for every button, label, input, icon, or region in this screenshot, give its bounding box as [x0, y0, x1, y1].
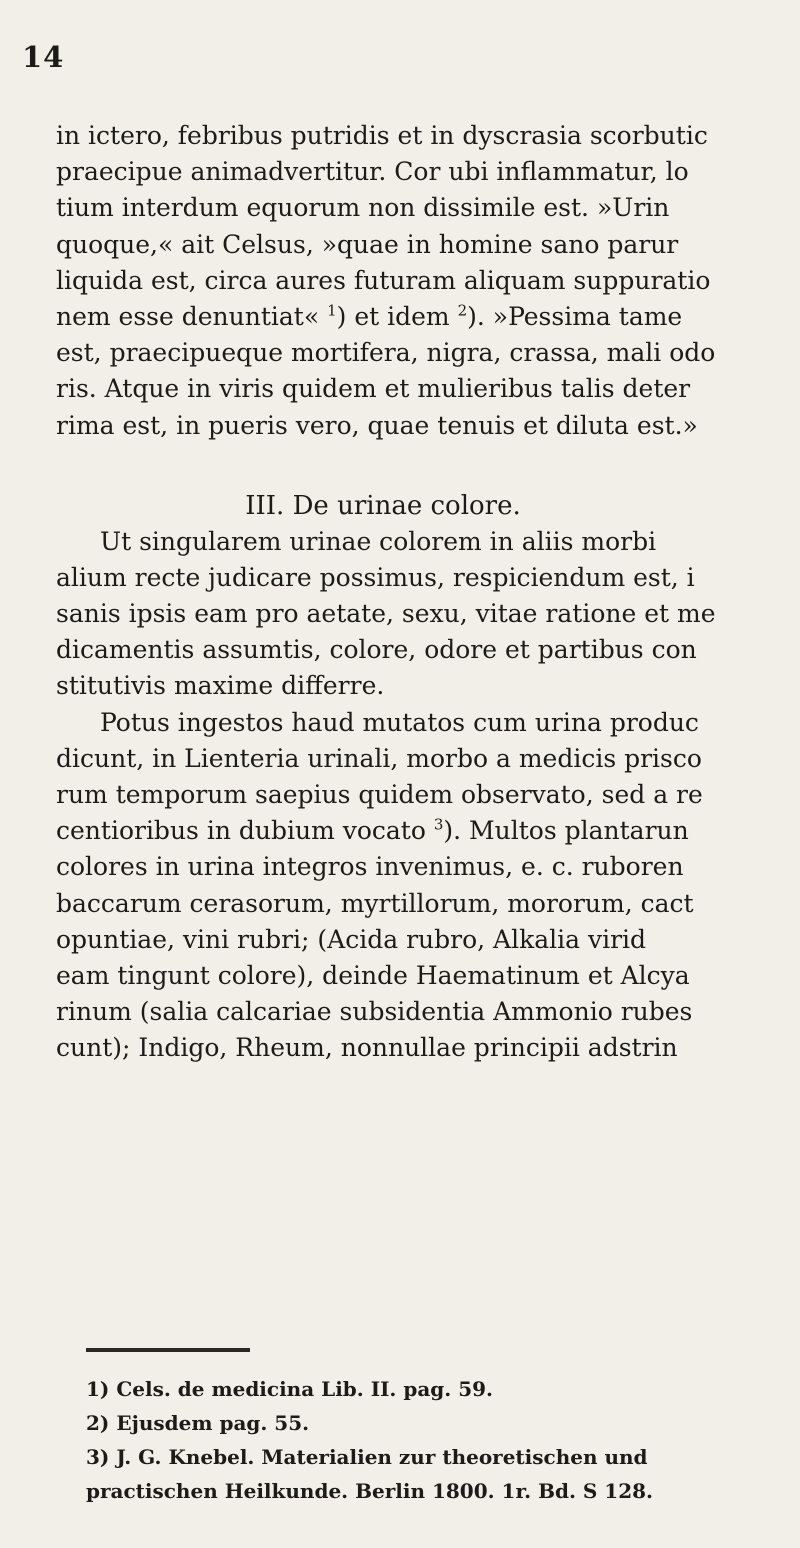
- text-line: rinum (salia calcariae subsidentia Ammonio rubes: [56, 997, 693, 1027]
- footnote-ref: 1: [327, 301, 337, 320]
- text-line: ris. Atque in viris quidem et mulieribus talis deter: [56, 374, 691, 404]
- text-line: Potus ingestos haud mutatos cum urina produc: [100, 707, 699, 737]
- text-line: cunt); Indigo, Rheum, nonnullae principii adstrin: [56, 1033, 678, 1063]
- text-line: stitutivis maxime differre.: [56, 671, 385, 701]
- text-line: rima est, in pueris vero, quae tenuis et diluta est.»: [56, 410, 698, 440]
- footnote-ref: 2: [457, 301, 468, 320]
- text-line: rum temporum saepius quidem observato, sed a re: [56, 780, 703, 809]
- text-line: dicunt, in Lienteria urinali, morbo a medicis prisco: [56, 743, 702, 773]
- text-line: colores in urina integros invenimus, e. c. ruboren: [56, 852, 684, 882]
- text-line: est, praecipueque mortifera, nigra, crassa, mali odo: [56, 338, 716, 368]
- footnote-ref: 3: [433, 815, 444, 834]
- footnote: 1) Cels. de medicina Lib. II. pag. 59.: [86, 1377, 494, 1401]
- body-text: [56, 118, 800, 1067]
- text-line: sanis ipsis eam pro aetate, sexu, vitae ratione et me: [56, 599, 716, 629]
- text-line: baccarum cerasorum, myrtillorum, mororum, cact: [56, 888, 694, 918]
- text-line: praecipue animadvertitur. Cor ubi inflammatur, lo: [56, 157, 689, 187]
- text-line: [56, 299, 800, 335]
- text-line: in ictero, febribus putridis et in dyscrasia scorbutic: [56, 121, 708, 150]
- text-line: opuntiae, vini rubri; (Acida rubro, Alkalia virid: [56, 924, 647, 954]
- text-line: liquida est, circa aures futuram aliquam suppuratio: [56, 265, 711, 295]
- text-line: dicamentis assumtis, colore, odore et partibus con: [56, 635, 697, 665]
- text-line: quoque,« ait Celsus, »quae in homine sano parur: [56, 229, 679, 259]
- text-fragment: ) et idem: [336, 301, 458, 331]
- footnote: 3) J. G. Knebel. Materialien zur theoretischen und: [86, 1445, 648, 1469]
- text-line: alium recte judicare possimus, respiciendum est, i: [56, 562, 695, 592]
- footnote-divider: [86, 1348, 250, 1352]
- text-line: Ut singularem urinae colorem in aliis morbi: [100, 526, 657, 556]
- text-fragment: nem esse denuntiat«: [56, 301, 320, 331]
- footnote: 2) Ejusdem pag. 55.: [86, 1411, 310, 1435]
- footnotes: [86, 1372, 800, 1508]
- footnote: practischen Heilkunde. Berlin 1800. 1r. Bd. S 128.: [86, 1479, 654, 1503]
- text-fragment: ). »Pessima tame: [467, 301, 683, 331]
- text-line: eam tingunt colore), deinde Haematinum et Alcya: [56, 960, 690, 990]
- section-heading: III. De urinae colore.: [245, 490, 521, 521]
- page-number: 14: [22, 40, 65, 74]
- text-fragment: centioribus in dubium vocato: [56, 816, 426, 846]
- text-line: tium interdum equorum non dissimile est. »Urin: [56, 193, 670, 223]
- text-line: [56, 813, 800, 849]
- text-fragment: ). Multos plantarun: [443, 816, 689, 846]
